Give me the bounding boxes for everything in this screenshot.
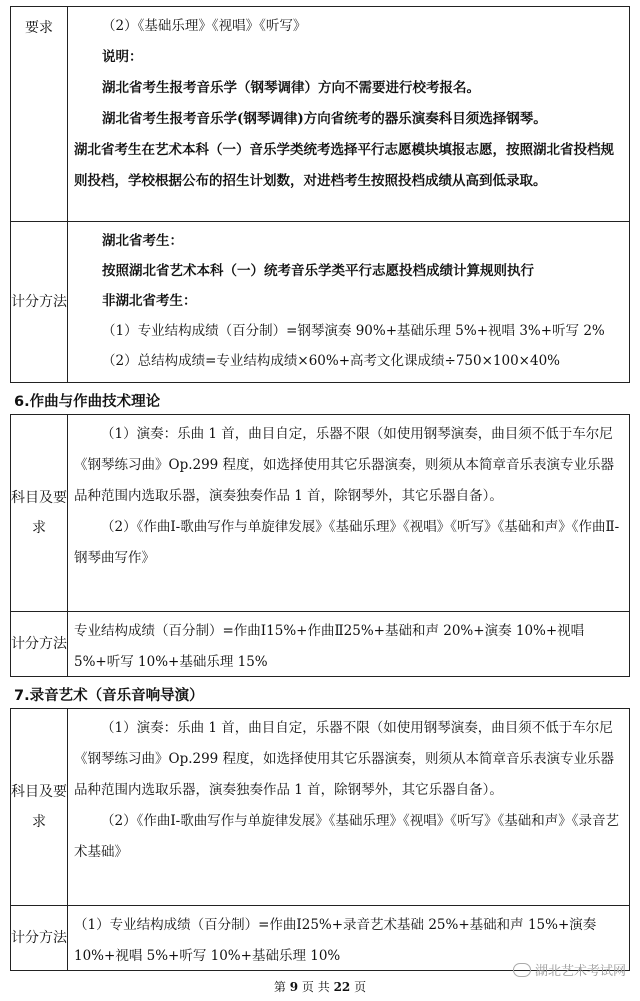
requirements-label: 科目及要求	[11, 709, 68, 905]
scoring-label: 计分方法	[11, 222, 68, 382]
section7-table	[10, 708, 630, 971]
scoring-cell	[68, 222, 629, 382]
requirements-cell	[68, 7, 629, 221]
watermark-text: 湖北艺术考试网	[534, 964, 626, 979]
section-title: 7.录音艺术（音乐音响导演）	[14, 688, 204, 704]
req-paragraph: （1）演奏：乐曲 1 首，曲目自定，乐器不限（如使用钢琴演奏，曲目须不低于车尔尼《钢琴练习曲》Op.299 程度，如选择使用其它乐器演奏，则须从本简章音乐表演专业乐器品种范围内选取乐器，演奏独奏作品 1 首，除钢琴外，其它乐器自备）。	[74, 426, 615, 504]
top-table	[10, 6, 630, 383]
requirements-row	[11, 709, 629, 905]
total-pages: 22	[333, 980, 351, 994]
requirements-label: 要求	[11, 7, 68, 221]
section-title: 6.作曲与作曲技术理论	[14, 394, 161, 410]
requirements-row	[11, 7, 629, 221]
requirements-cell	[68, 709, 629, 905]
note-heading: 说明：	[102, 49, 143, 65]
scoring-label: 计分方法	[11, 612, 68, 676]
req-paragraph: （2）《作曲Ⅰ-歌曲写作与单旋律发展》《基础乐理》《视唱》《听写》《基础和声》《作曲Ⅱ-钢琴曲写作》	[74, 519, 620, 566]
scoring-line: （2）总结构成绩=专业结构成绩×60%+高考文化课成绩÷750×100×40%	[102, 353, 561, 369]
footer-mid: 页 共	[301, 980, 330, 994]
wechat-icon	[513, 963, 531, 977]
scoring-cell: 专业结构成绩（百分制）=作曲Ⅰ15%+作曲Ⅱ25%+基础和声 20%+演奏 10%+视唱 5%+听写 10%+基础乐理 15%	[74, 623, 585, 670]
footer-suffix: 页	[354, 980, 367, 994]
note-line: 湖北省考生在艺术本科（一）音乐学类统考选择平行志愿模块填报志愿，按照湖北省投档规则投档，学校根据公布的招生计划数，对进档考生按照投档成绩从高到低录取。	[74, 142, 614, 189]
note-line: 湖北省考生报考音乐学（钢琴调律）方向不需要进行校考报名。	[102, 80, 480, 96]
footer-prefix: 第	[273, 980, 286, 994]
requirements-cell	[68, 415, 629, 611]
scoring-row	[11, 611, 629, 676]
watermark	[513, 960, 626, 979]
scoring-line: 非湖北省考生：	[102, 293, 197, 309]
scoring-line: 按照湖北省艺术本科（一）统考音乐学类平行志愿投档成绩计算规则执行	[102, 263, 534, 279]
scoring-row	[11, 221, 629, 382]
section6-table	[10, 414, 630, 677]
scoring-line: 湖北省考生：	[102, 233, 183, 249]
page-number: 9	[289, 980, 299, 994]
note-line: 湖北省考生报考音乐学(钢琴调律)方向省统考的器乐演奏科目须选择钢琴。	[102, 111, 547, 127]
scoring-line: （1）专业结构成绩（百分制）=钢琴演奏 90%+基础乐理 5%+视唱 3%+听写 2%	[102, 323, 605, 339]
page-footer	[0, 978, 640, 995]
requirements-label: 科目及要求	[11, 415, 68, 611]
scoring-label: 计分方法	[11, 906, 68, 970]
req-paragraph: （1）演奏：乐曲 1 首，曲目自定，乐器不限（如使用钢琴演奏，曲目须不低于车尔尼《钢琴练习曲》Op.299 程度，如选择使用其它乐器演奏，则须从本简章音乐表演专业乐器品种范围内选取乐器，演奏独奏作品 1 首，除钢琴外，其它乐器自备）。	[74, 720, 615, 798]
requirements-row	[11, 415, 629, 611]
req-line: （2）《基础乐理》《视唱》《听写》	[102, 18, 307, 34]
req-paragraph: （2）《作曲Ⅰ-歌曲写作与单旋律发展》《基础乐理》《视唱》《听写》《基础和声》《录音艺术基础》	[74, 813, 619, 860]
scoring-cell: （1）专业结构成绩（百分制）=作曲Ⅰ25%+录音艺术基础 25%+基础和声 15%+演奏 10%+视唱 5%+听写 10%+基础乐理 10%	[74, 917, 597, 964]
